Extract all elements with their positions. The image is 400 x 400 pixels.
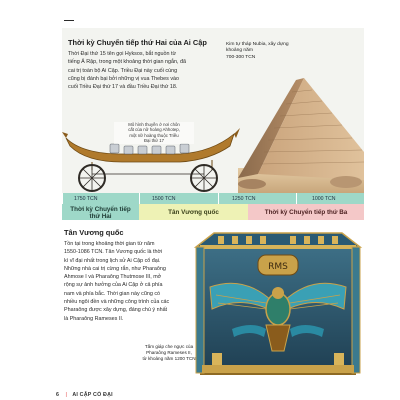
pyramid-caption: [226, 42, 306, 61]
page-footer: [56, 392, 113, 398]
body-line: cuối Triều Đại thứ 17 và đầu Triều Đại thứ 18.: [68, 84, 178, 91]
period-label-line: Tân Vương quốc: [168, 209, 219, 216]
period-second-intermediate: [62, 204, 139, 220]
timeline-tick-label: 1250 TCN: [232, 195, 256, 202]
caption-line: từ khoảng năm 1200 TCN: [142, 356, 196, 361]
section-title-second-intermediate: Thời kỳ Chuyển tiếp thứ Hai của Ai Cập: [68, 38, 207, 47]
top-panel: [62, 28, 364, 194]
body-line: nhiều ngôi đền và những công trình của các: [64, 299, 170, 306]
header-rule: [64, 20, 74, 21]
timeline-tick-label: 1500 TCN: [152, 195, 176, 202]
body-line: nam và phía bắc. Thời gian này cũng có: [64, 290, 161, 297]
period-label-line: Thời kỳ Chuyển tiếp thứ Ba: [264, 209, 348, 216]
timeline-tick: [218, 193, 219, 204]
section-body-new-kingdom: [64, 240, 192, 323]
body-line: Ahmose I và Pharaông Thutmose III, mở: [64, 274, 162, 281]
section-title-new-kingdom: Tân Vương quốc: [64, 228, 124, 237]
caption-line: Tấm giáp che ngực của: [144, 344, 194, 349]
caption-line: Mô hình thuyền ở nơi chôn: [128, 122, 180, 127]
timeline-tick: [296, 193, 297, 204]
caption-line: Pharaông Rameses II,: [146, 350, 192, 355]
period-label-line: thứ Hai: [89, 213, 112, 220]
rameses-pectoral-image: [192, 229, 364, 379]
period-label-line: Thời kỳ Chuyển tiếp: [70, 206, 131, 213]
body-line: kì vĩ đại nhất trong lịch sử Ai Cập cổ đại.: [64, 257, 161, 264]
section-body-second-intermediate: [68, 50, 226, 91]
timeline-tick-label: 1750 TCN: [74, 195, 98, 202]
cartouche-text: RMS: [268, 262, 288, 272]
body-line: là Pharaông Rameses II.: [64, 315, 124, 322]
body-line: Pharaông được xây dựng, đáng chú ý nhất: [64, 307, 168, 314]
body-line: Những nhà cai trị cừng rắn, như Pharaông: [64, 265, 166, 272]
chapter-title: AI CẬP CỔ ĐẠI: [72, 392, 113, 398]
body-line: rộng sự ảnh hưởng của Ai Cập ở cả phía: [64, 282, 163, 289]
footer-separator: |: [65, 392, 67, 398]
page-number: 6: [56, 392, 59, 398]
period-new-kingdom: [139, 204, 248, 220]
caption-line: Đại thứ 17: [143, 138, 165, 144]
caption-line: Kim tự tháp Nubia, xây dựng: [226, 42, 289, 47]
body-line: tiếng Ả Rập, trong một khoảng thời gian ngắn, đã: [68, 59, 187, 66]
body-line: Tồn tại trong khoảng thời gian từ năm: [64, 241, 155, 247]
caption-line: một nữ hoàng thuộc Triều: [129, 132, 179, 138]
boat-caption: [114, 122, 194, 144]
pectoral-caption: [136, 344, 202, 362]
caption-line: cất của nữ hoàng Ahhotep,: [128, 127, 180, 133]
timeline-tick: [62, 193, 63, 204]
timeline-tick: [139, 193, 140, 204]
body-line: Thời Đại thứ 15 tên gọi Hyksos, bắt nguồn từ: [68, 51, 177, 57]
timeline-tick-label: 1000 TCN: [312, 195, 336, 202]
nubian-pyramid-image: [238, 72, 364, 194]
body-line: cai trị toàn bộ Ai Cập. Triều Đại này cuối cùng: [68, 67, 178, 74]
body-line: cũng bị đánh bại bởi những vị vua Thebes vào: [68, 75, 180, 82]
caption-line: 700-300 TCN: [226, 54, 256, 60]
period-third-intermediate: [248, 204, 364, 220]
body-line: 1550-1086 TCN. Tân Vương quốc là thời: [64, 249, 163, 256]
caption-line: khoảng năm: [226, 48, 253, 54]
